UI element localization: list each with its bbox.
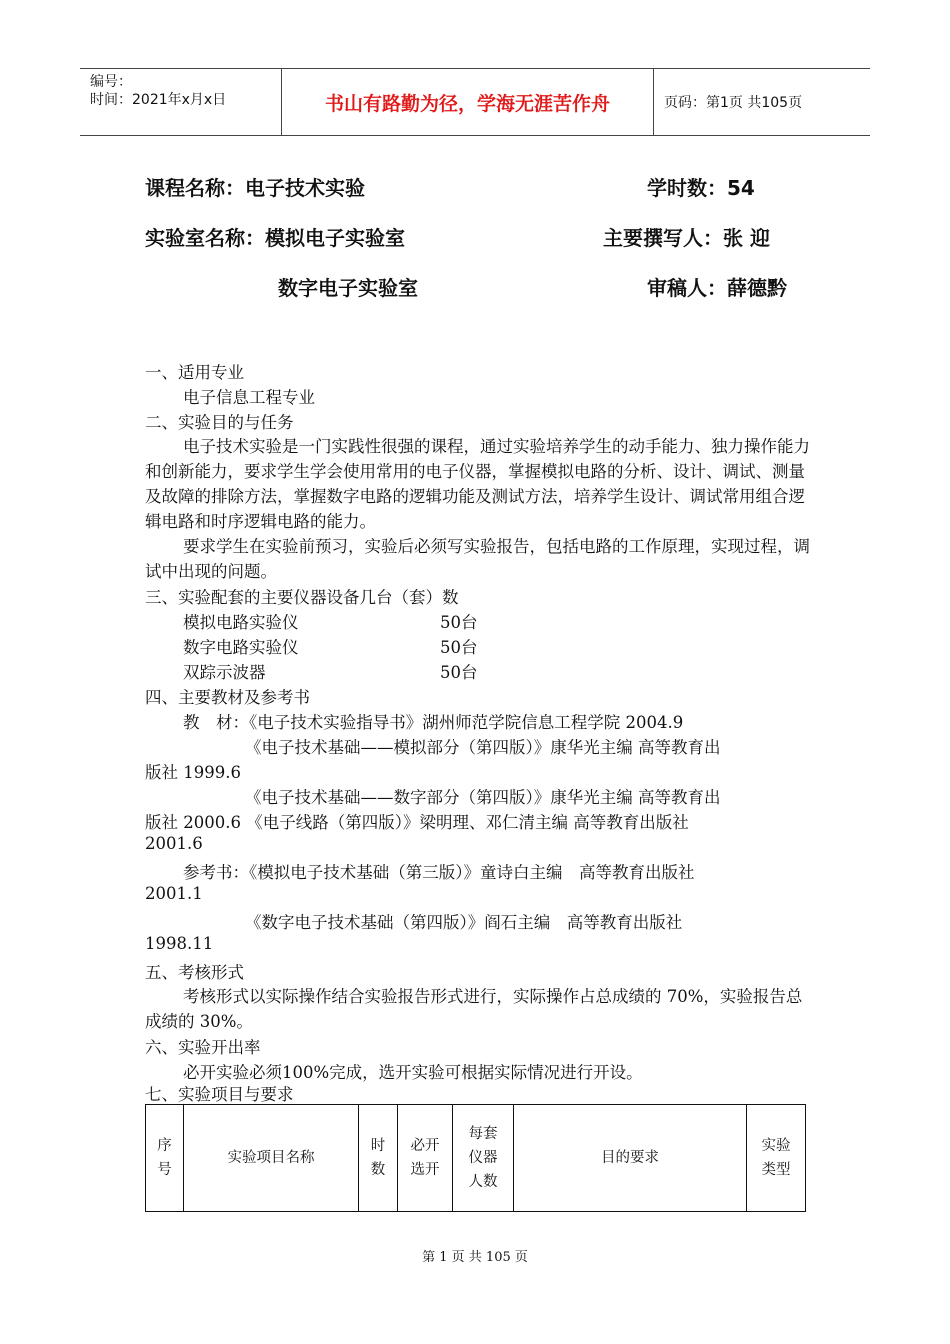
reference-line: 《电子技术基础——数字部分（第四版）》康华光主编 高等教育出 (245, 788, 721, 807)
header-motto: 书山有路勤为径，学海无涯苦作舟 (282, 69, 654, 135)
section-5-body: 考核形式以实际操作结合实验报告形式进行，实际操作占总成绩的 70%，实验报告总成绩的 30%。 (145, 987, 803, 1031)
section-1-body: 电子信息工程专业 (183, 388, 315, 407)
col-header-hours: 时数 (359, 1105, 398, 1212)
equipment-name: 数字电路实验仪 (183, 638, 299, 657)
col-header-persons: 每套仪器人数 (453, 1105, 514, 1212)
section-2-paragraph-2: 要求学生在实验前预习，实验后必须写实验报告，包括电路的工作原理，实现过程，调试中出现的问题。 (145, 537, 810, 581)
section-5-title: 五、考核形式 (145, 963, 244, 982)
section-7-title: 七、实验项目与要求 (145, 1085, 294, 1104)
reference-line: 2001.1 (145, 884, 203, 903)
course-name: 课程名称：电子技术实验 (145, 176, 365, 200)
page-footer: 第 1 页 共 105 页 (422, 1250, 528, 1265)
section-2-paragraph-1: 电子技术实验是一门实践性很强的课程，通过实验培养学生的动手能力、独力操作能力和创新能力，要求学生学会使用常用的电子仪器，掌握模拟电路的分析、设计、调试、测量及故障的排除方法，掌握数字电路的逻辑功能及测试方法，培养学生设计、调试常用组合逻辑电路和时序逻辑电路的能力。 (145, 437, 810, 531)
col-header-project-name: 实验项目名称 (184, 1105, 359, 1212)
reference-line: 2001.6 (145, 834, 203, 853)
col-header-required: 必开选开 (398, 1105, 453, 1212)
experiment-table (145, 1104, 806, 1212)
section-6-title: 六、实验开出率 (145, 1038, 261, 1057)
header-meta (80, 69, 282, 135)
lab-name: 实验室名称：模拟电子实验室 (145, 226, 405, 250)
reference-line: 《数字电子技术基础（第四版）》阎石主编 高等教育出版社 (245, 913, 683, 932)
header-page-info: 页码：第1页 共105页 (664, 95, 803, 111)
doc-number-label: 编号： (90, 74, 132, 90)
reference-line: 版社 1999.6 (145, 763, 241, 782)
doc-time-label: 时间：2021年x月x日 (90, 92, 227, 108)
equipment-qty: 50台 (440, 613, 478, 632)
equipment-qty: 50台 (440, 663, 478, 682)
reference-line: 参考书：《模拟电子技术基础（第三版）》童诗白主编 高等教育出版社 (183, 863, 695, 882)
section-1-title: 一、适用专业 (145, 363, 244, 382)
section-4-title: 四、主要教材及参考书 (145, 688, 310, 707)
col-header-index: 序号 (146, 1105, 184, 1212)
section-3-title: 三、实验配套的主要仪器设备几台（套）数 (145, 588, 459, 607)
equipment-qty: 50台 (440, 638, 478, 657)
section-6-body: 必开实验必须100%完成，选开实验可根据实际情况进行开设。 (183, 1063, 643, 1082)
main-author: 主要撰写人：张 迎 (603, 226, 770, 250)
reference-line: 《电子技术基础——模拟部分（第四版）》康华光主编 高等教育出 (245, 738, 721, 757)
reference-line: 版社 2000.6 《电子线路（第四版）》梁明理、邓仁清主编 高等教育出版社 (145, 813, 689, 832)
col-header-objectives: 目的要求 (514, 1105, 747, 1212)
reviewer: 审稿人：薛德黔 (647, 276, 787, 300)
table-header-row (146, 1105, 806, 1212)
equipment-name: 双踪示波器 (183, 663, 266, 682)
lab-name-2: 数字电子实验室 (278, 276, 418, 300)
course-hours: 学时数：54 (647, 176, 755, 200)
equipment-name: 模拟电路实验仪 (183, 613, 299, 632)
document-header (80, 68, 870, 136)
section-2-title: 二、实验目的与任务 (145, 413, 294, 432)
col-header-type: 实验类型 (747, 1105, 806, 1212)
textbook-line: 教 材：《电子技术实验指导书》湖州师范学院信息工程学院 2004.9 (183, 713, 684, 732)
reference-line: 1998.11 (145, 934, 214, 953)
